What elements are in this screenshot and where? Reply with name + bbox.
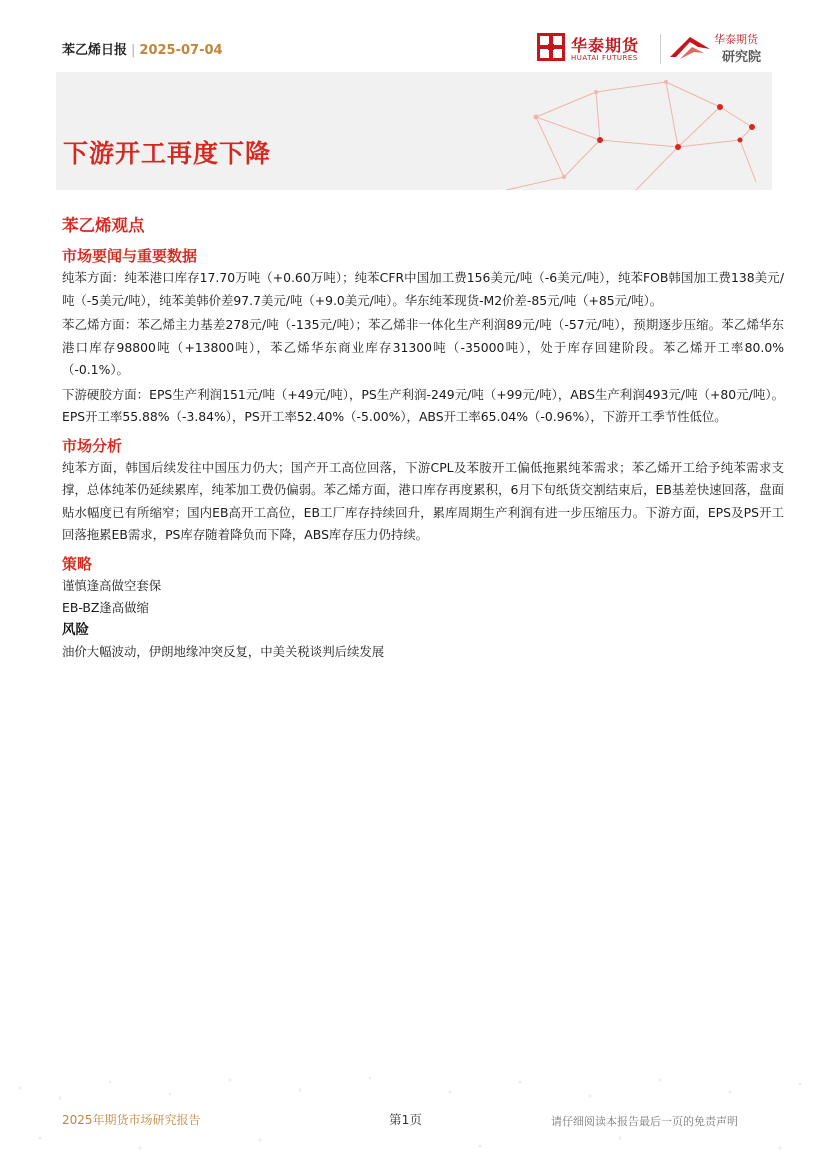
news-heading: 市场要闻与重要数据 [62, 247, 198, 265]
analysis-paragraph: 纯苯方面，韩国后续发往中国压力仍大；国产开工高位回落，下游CPL及苯胺开工偏低拖累纯苯需求；苯乙烯开工给予纯苯需求支撑，总体纯苯仍延续累库，纯苯加工费仍偏弱。苯乙烯方面，港口库存再度累积，6月下旬纸货交割结束后，EB基差快速回落，盘面贴水幅度已有所缩窄；国内EB高开工高位，EB工厂库存持续回升，累库周期生产利润有进一步压缩压力。下游方面，EPS及PS开工回落拖累EB需求，PS库存随着降负而下降，ABS库存压力仍持续。 [62, 459, 784, 542]
research-institute-logo [668, 31, 773, 65]
report-title: 下游开工再度下降 [63, 139, 272, 168]
page-number: 第1页 [389, 1112, 422, 1127]
network-graphic-icon [476, 72, 772, 190]
report-name: 苯乙烯日报 [62, 43, 128, 58]
institute-name-line2: 研究院 [722, 50, 762, 65]
huatai-logo-mark-icon [537, 33, 565, 61]
logo-chinese-name: 华泰期货 [571, 36, 640, 55]
disclaimer-notice: 请仔细阅读本报告最后一页的免责声明 [551, 1115, 738, 1128]
news-paragraph-benzene: 纯苯方面：纯苯港口库存17.70万吨（+0.60万吨）；纯苯CFR中国加工费156美元/吨（-6美元/吨），纯苯FOB韩国加工费138美元/吨（-5美元/吨），纯苯美韩价差97.7美元/吨（+9.0美元/吨）。华东纯苯现货-M2价差-85元/吨（+85元/吨）。 [62, 270, 784, 308]
analysis-heading: 市场分析 [62, 436, 123, 455]
report-date: 2025-07-04 [139, 43, 223, 58]
strategy-heading: 策略 [62, 554, 93, 573]
institute-logo-swoosh-icon [668, 33, 712, 61]
header-separator: | [131, 43, 136, 58]
risk-heading: 风险 [62, 621, 89, 638]
title-banner [56, 72, 772, 190]
report-header-title [62, 39, 223, 58]
strategy-item: EB-BZ逢高做缩 [62, 599, 149, 615]
news-paragraph-downstream: 下游硬胶方面：EPS生产利润151元/吨（+49元/吨），PS生产利润-249元/吨（+99元/吨），ABS生产利润493元/吨（+80元/吨）。EPS开工率55.88%（-3.84%），PS开工率52.40%（-5.00%），ABS开工率65.04%（-0.96%），下游开工季节性低位。 [62, 386, 784, 424]
report-body [62, 213, 784, 663]
news-paragraph-styrene: 苯乙烯方面：苯乙烯主力基差278元/吨（-135元/吨）；苯乙烯非一体化生产利润89元/吨（-57元/吨），预期逐步压缩。苯乙烯华东港口库存98800吨（+13800吨），苯乙烯华东商业库存31300吨（-35000吨），处于库存回建阶段。苯乙烯开工率80.0%（-0.1%）。 [62, 317, 784, 377]
page-header [0, 0, 826, 72]
institute-name-line1: 华泰期货 [714, 33, 758, 46]
risk-text: 油价大幅波动，伊朗地缘冲突反复，中美关税谈判后续发展 [62, 643, 385, 659]
footer-report-type: 2025年期货市场研究报告 [62, 1113, 201, 1127]
strategy-item: 谨慎逢高做空套保 [62, 577, 162, 593]
logo-divider [660, 34, 661, 64]
viewpoint-heading: 苯乙烯观点 [62, 216, 145, 235]
logo-english-name: HUATAI FUTURES [571, 54, 638, 62]
huatai-futures-logo [537, 33, 655, 65]
